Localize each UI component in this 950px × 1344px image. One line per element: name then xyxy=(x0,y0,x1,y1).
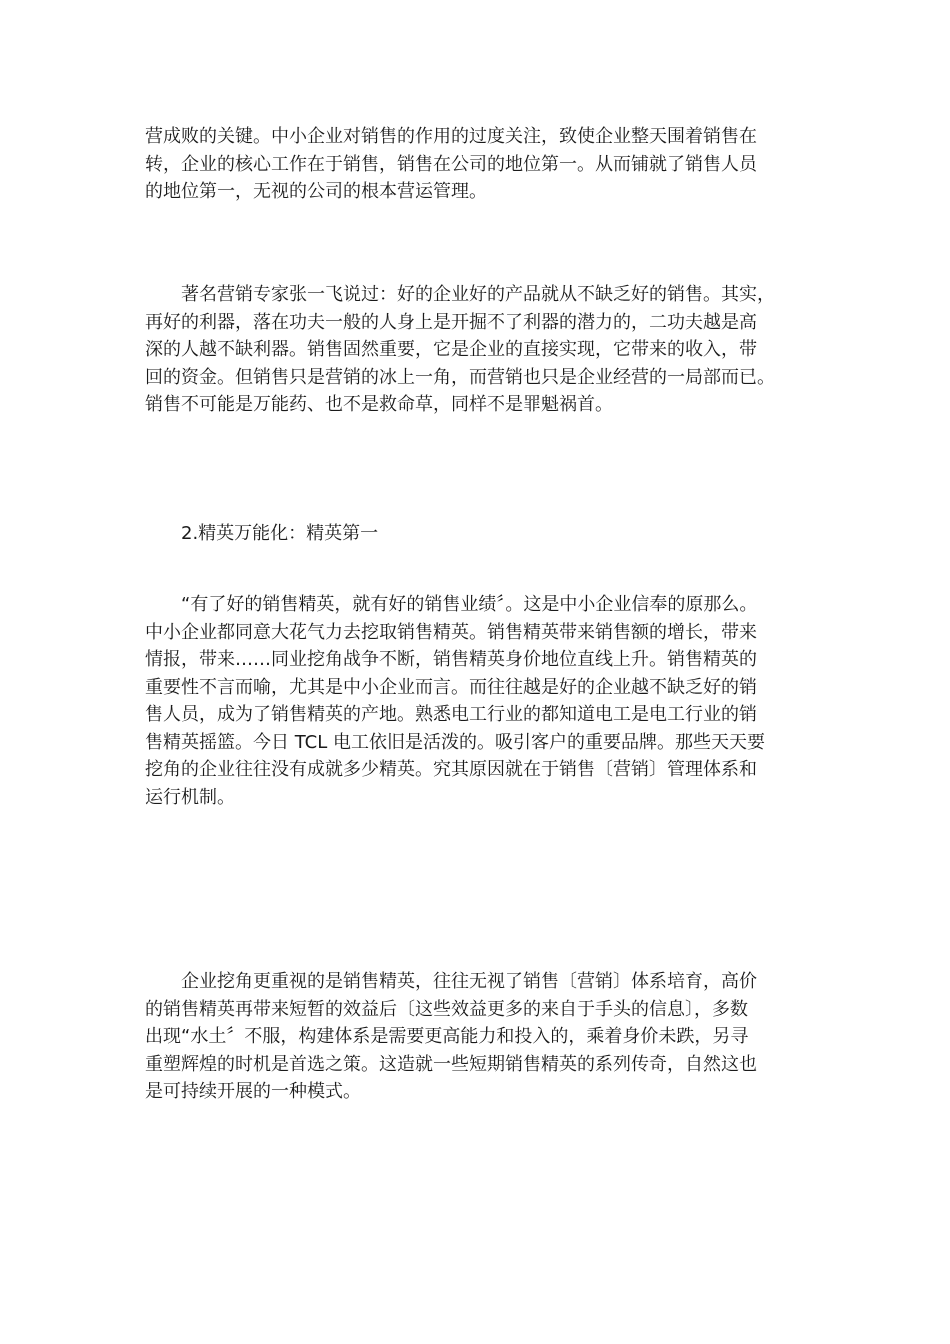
paragraph-3 xyxy=(145,591,815,811)
text-line: 的地位第一，无视的公司的根本营运管理。 xyxy=(145,181,487,202)
heading-text: 2.精英万能化：精英第一 xyxy=(181,523,379,544)
paragraph-4 xyxy=(145,968,815,1106)
text-line: “有了好的销售精英，就有好的销售业绩〞。这是中小企业信奉的原那么。 xyxy=(181,594,758,615)
text-line: 售人员，成为了销售精英的产地。熟悉电工行业的都知道电工是电工行业的销 xyxy=(145,704,757,725)
paragraph-1 xyxy=(145,123,815,206)
text-line: 销售不可能是万能药、也不是救命草，同样不是罪魁祸首。 xyxy=(145,394,613,415)
section-heading xyxy=(145,520,815,548)
text-line: 中小企业都同意大花气力去挖取销售精英。销售精英带来销售额的增长，带来 xyxy=(145,621,757,643)
text-line: 售精英摇篮。今日 TCL 电工依旧是活泼的。吸引客户的重要品牌。那些天天要 xyxy=(145,731,765,753)
text-line: 深的人越不缺利器。销售固然重要，它是企业的直接实现，它带来的收入，带 xyxy=(145,339,757,360)
text-line: 是可持续开展的一种模式。 xyxy=(145,1081,361,1102)
text-line: 重塑辉煌的时机是首选之策。这造就一些短期销售精英的系列传奇，自然这也 xyxy=(145,1053,757,1075)
text-line: 回的资金。但销售只是营销的冰上一角，而营销也只是企业经营的一局部而已。 xyxy=(145,366,775,388)
text-line: 著名营销专家张一飞说过：好的企业好的产品就从不缺乏好的销售。其实， xyxy=(181,284,775,305)
text-line: 挖角的企业往往没有成就多少精英。究其原因就在于销售〔营销〕管理体系和 xyxy=(145,759,757,780)
text-line: 的销售精英再带来短暂的效益后〔这些效益更多的来自于手头的信息〕，多数 xyxy=(145,998,748,1020)
text-line: 情报，带来……同业挖角战争不断，销售精英身价地位直线上升。销售精英的 xyxy=(145,649,757,670)
text-line: 企业挖角更重视的是销售精英，往往无视了销售〔营销〕体系培育，高价 xyxy=(181,971,757,992)
text-line: 再好的利器，落在功夫一般的人身上是开掘不了利器的潜力的，二功夫越是高 xyxy=(145,311,757,333)
paragraph-2 xyxy=(145,281,815,419)
text-line: 运行机制。 xyxy=(145,786,235,808)
text-line: 重要性不言而喻，尤其是中小企业而言。而往往越是好的企业越不缺乏好的销 xyxy=(145,676,757,698)
text-line: 转，企业的核心工作在于销售，销售在公司的地位第一。从而铺就了销售人员 xyxy=(145,153,757,175)
text-line: 出现“水土〞不服，构建体系是需要更高能力和投入的，乘着身价未跌，另寻 xyxy=(145,1026,749,1047)
text-line: 营成败的关键。中小企业对销售的作用的过度关注，致使企业整天围着销售在 xyxy=(145,126,757,147)
